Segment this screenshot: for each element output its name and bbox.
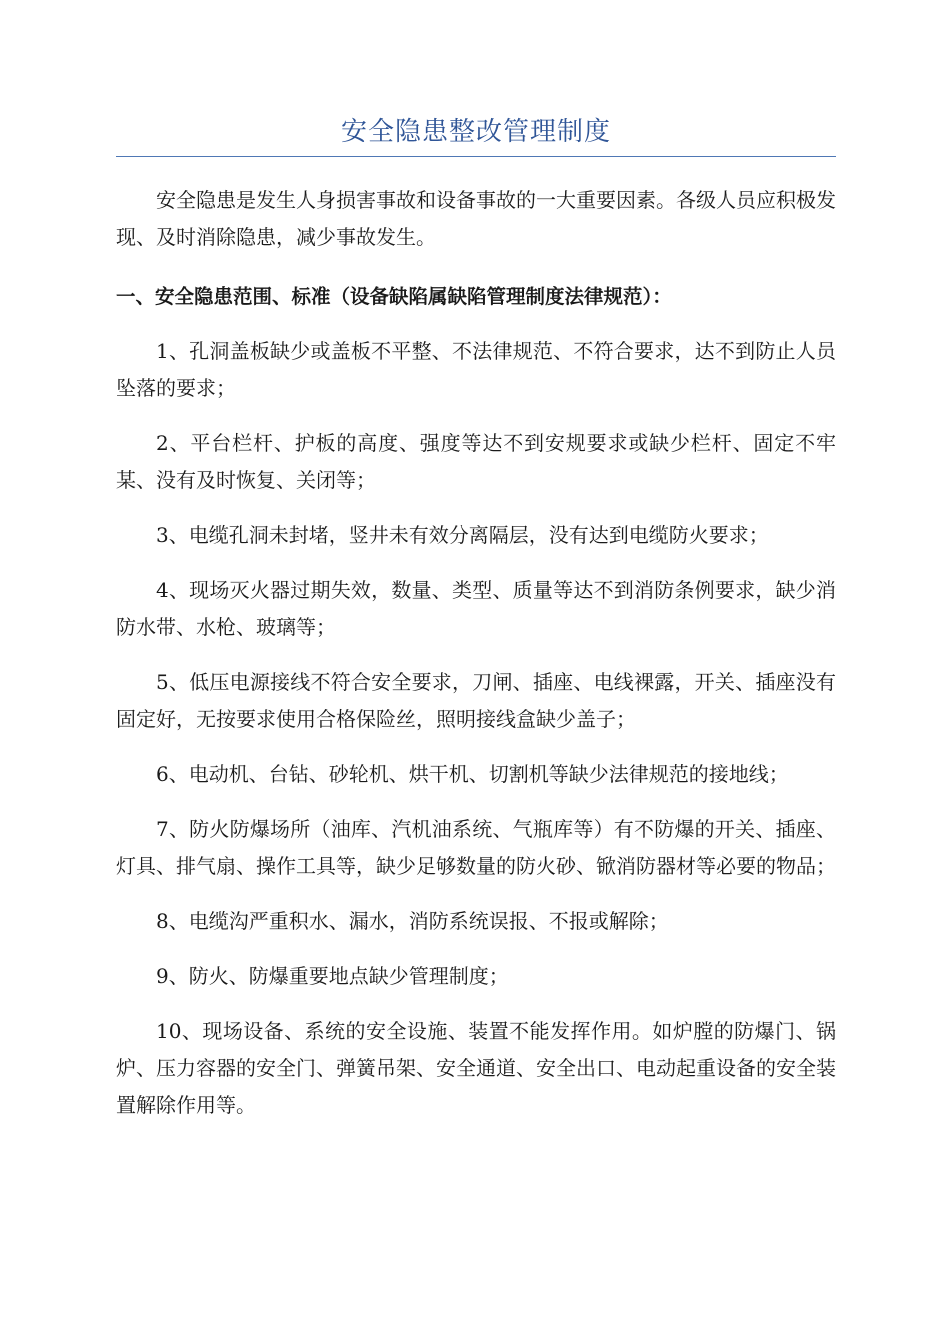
list-item: 1、孔洞盖板缺少或盖板不平整、不法律规范、不符合要求，达不到防止人员坠落的要求； — [116, 339, 836, 400]
list-item: 10、现场设备、系统的安全设施、装置不能发挥作用。如炉膛的防爆门、锅炉、压力容器的安全门、弹簧吊架、安全通道、安全出口、电动起重设备的安全装置解除作用等。 — [116, 1019, 836, 1117]
list-item: 7、防火防爆场所（油库、汽机油系统、气瓶库等）有不防爆的开关、插座、灯具、排气扇、操作工具等，缺少足够数量的防火砂、锨消防器材等必要的物品； — [116, 817, 836, 878]
document-body — [116, 108, 836, 1124]
title-underline — [116, 156, 836, 157]
list-item: 6、电动机、台钻、砂轮机、烘干机、切割机等缺少法律规范的接地线； — [156, 762, 789, 786]
document-title: 安全隐患整改管理制度 — [340, 117, 611, 147]
list-item: 2、平台栏杆、护板的高度、强度等达不到安规要求或缺少栏杆、固定不牢某、没有及时恢复、关闭等； — [116, 431, 836, 492]
section-heading-1: 一、安全隐患范围、标准（设备缺陷属缺陷管理制度法律规范）： — [116, 285, 672, 308]
intro-paragraph: 安全隐患是发生人身损害事故和设备事故的一大重要因素。各级人员应积极发现、及时消除隐患，减少事故发生。 — [116, 188, 836, 249]
list-item: 3、电缆孔洞未封堵，竖井未有效分离隔层，没有达到电缆防火要求； — [156, 523, 769, 547]
list-item: 5、低压电源接线不符合安全要求，刀闸、插座、电线裸露，开关、插座没有固定好，无按要求使用合格保险丝，照明接线盒缺少盖子； — [116, 670, 836, 731]
list-item: 9、防火、防爆重要地点缺少管理制度； — [156, 964, 509, 988]
list-item: 8、电缆沟严重积水、漏水，消防系统误报、不报或解除； — [156, 909, 669, 933]
list-item: 4、现场灭火器过期失效，数量、类型、质量等达不到消防条例要求，缺少消防水带、水枪、玻璃等； — [116, 578, 836, 639]
